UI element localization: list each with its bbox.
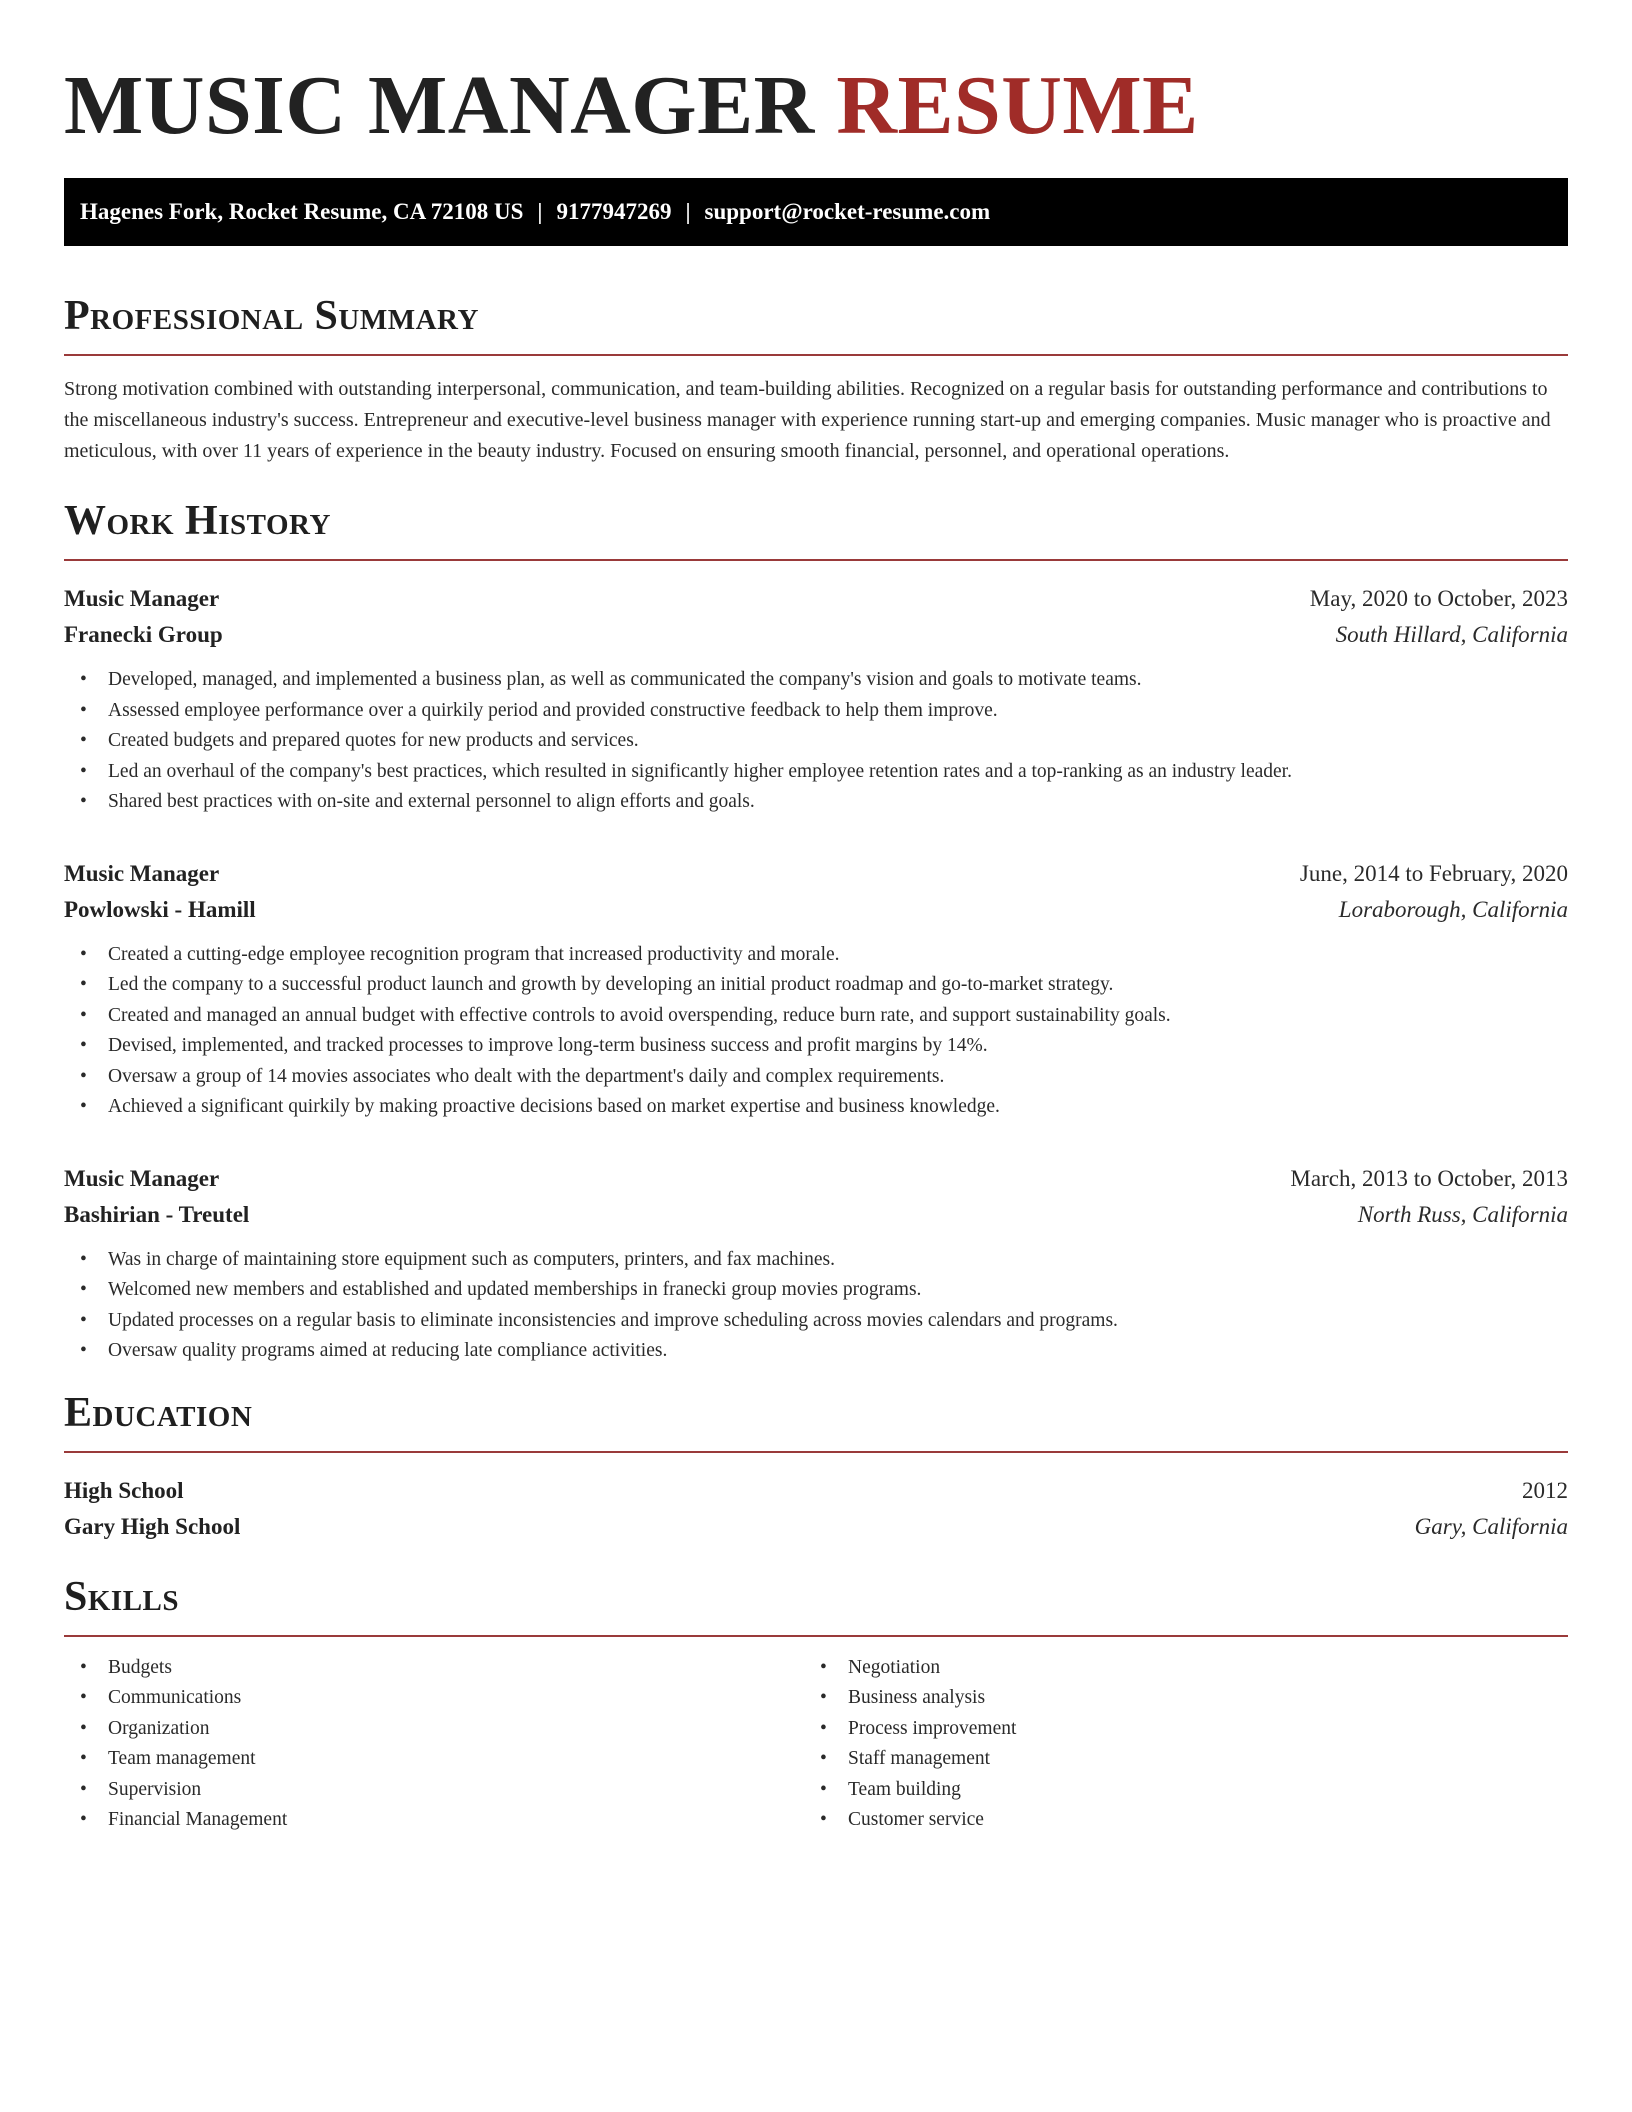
contact-separator: | — [685, 199, 691, 224]
education-year: 2012 — [1522, 1477, 1568, 1503]
job-bullet: • Was in charge of maintaining store equipment such as computers, printers, and fax machines. — [64, 1245, 1568, 1276]
skill-item: • Team management — [64, 1744, 804, 1775]
job-bullet: • Oversaw a group of 14 movies associates who dealt with the department's daily and complex requirements. — [64, 1062, 1568, 1093]
summary-heading: Professional Summary — [64, 293, 479, 339]
job-bullet: • Developed, managed, and implemented a business plan, as well as communicated the company's vision and goals to motivate teams. — [64, 665, 1568, 696]
job-entry — [64, 581, 1568, 818]
job-company: Bashirian - Treutel — [64, 1201, 250, 1227]
job-bullet: • Updated processes on a regular basis to eliminate inconsistencies and improve scheduling across movies calendars and programs. — [64, 1306, 1568, 1337]
job-header-row — [64, 581, 1568, 617]
job-bullet: • Created and managed an annual budget with effective controls to avoid overspending, reduce burn rate, and support sustainability goals. — [64, 1001, 1568, 1032]
job-bullet: • Shared best practices with on-site and external personnel to align efforts and goals. — [64, 787, 1568, 818]
skills-section — [64, 1573, 1568, 1836]
education-degree: High School — [64, 1477, 184, 1503]
job-bullet: • Created budgets and prepared quotes for new products and services. — [64, 726, 1568, 757]
skill-item: • Process improvement — [804, 1714, 1544, 1745]
skill-item: • Customer service — [804, 1805, 1544, 1836]
job-header-row — [64, 856, 1568, 892]
job-company: Franecki Group — [64, 622, 223, 647]
contact-email: support@rocket-resume.com — [704, 199, 991, 224]
education-heading: Education — [64, 1389, 253, 1436]
skill-item: • Negotiation — [804, 1653, 1544, 1684]
education-location: Gary, California — [1414, 1513, 1568, 1539]
skill-item: • Financial Management — [64, 1805, 804, 1836]
contact-separator: | — [537, 199, 543, 224]
job-bullet: • Created a cutting-edge employee recognition program that increased productivity and morale. — [64, 940, 1568, 971]
education-section — [64, 1389, 1568, 1545]
job-bullets — [64, 665, 1568, 818]
skills-heading: Skills — [64, 1573, 180, 1620]
contact-phone: 9177947269 — [556, 199, 672, 224]
job-company-row — [64, 617, 1568, 653]
job-bullet: • Led an overhaul of the company's best practices, which resulted in significantly higher employee retention rates and a top-ranking as an industry leader. — [64, 757, 1568, 788]
work-history-heading: Work History — [64, 498, 331, 544]
job-bullet: • Welcomed new members and established and updated memberships in franecki group movies programs. — [64, 1275, 1568, 1306]
job-location: South Hillard, California — [1335, 622, 1568, 647]
job-bullet: • Achieved a significant quirkily by making proactive decisions based on market expertise and business knowledge. — [64, 1092, 1568, 1123]
job-bullets — [64, 1245, 1568, 1367]
education-entry — [64, 1473, 1568, 1545]
section-divider — [64, 559, 1568, 561]
job-company: Powlowski - Hamill — [64, 896, 256, 922]
job-dates: June, 2014 to February, 2020 — [1299, 860, 1568, 886]
resume-title — [64, 0, 1568, 154]
job-dates: May, 2020 to October, 2023 — [1309, 586, 1568, 611]
job-company-row — [64, 892, 1568, 928]
job-title: Music Manager — [64, 860, 220, 886]
section-divider — [64, 1635, 1568, 1637]
education-school: Gary High School — [64, 1513, 241, 1539]
job-bullet: • Led the company to a successful product launch and growth by developing an initial product roadmap and go-to-market strategy. — [64, 970, 1568, 1001]
skill-item: • Business analysis — [804, 1683, 1544, 1714]
job-bullets — [64, 940, 1568, 1123]
work-history-section — [64, 497, 1568, 1367]
job-header-row — [64, 1161, 1568, 1197]
job-title: Music Manager — [64, 586, 220, 611]
job-company-row — [64, 1197, 1568, 1233]
skill-item: • Communications — [64, 1683, 804, 1714]
job-entry — [64, 856, 1568, 1123]
skills-grid — [64, 1653, 1568, 1836]
job-dates: March, 2013 to October, 2013 — [1290, 1165, 1568, 1191]
job-title: Music Manager — [64, 1165, 220, 1191]
job-entry — [64, 1161, 1568, 1367]
education-school-row — [64, 1509, 1568, 1545]
job-bullet: • Oversaw quality programs aimed at reducing late compliance activities. — [64, 1336, 1568, 1367]
education-header-row — [64, 1473, 1568, 1509]
skill-item: • Supervision — [64, 1775, 804, 1806]
section-divider — [64, 354, 1568, 356]
title-accent: RESUME — [836, 59, 1199, 152]
summary-text: Strong motivation combined with outstanding interpersonal, communication, and team-building abilities. Recognized on a regular basis for outstanding performance and contributions to the miscellaneous industry's success. Entrepreneur and executive-level business manager with experience running start-up and emerging companies. Music manager who is proactive and meticulous, with over 11 years of experience in the beauty industry. Focused on ensuring smooth financial, personnel, and operational operations. — [64, 378, 1551, 462]
skill-item: • Team building — [804, 1775, 1544, 1806]
contact-bar — [64, 178, 1568, 246]
job-location: Loraborough, California — [1338, 896, 1568, 922]
skill-item: • Budgets — [64, 1653, 804, 1684]
summary-section — [64, 292, 1568, 467]
section-divider — [64, 1451, 1568, 1453]
job-bullet: • Assessed employee performance over a quirkily period and provided constructive feedback to help them improve. — [64, 696, 1568, 727]
skills-column-right — [804, 1653, 1544, 1836]
job-bullet: • Devised, implemented, and tracked processes to improve long-term business success and profit margins by 14%. — [64, 1031, 1568, 1062]
contact-address: Hagenes Fork, Rocket Resume, CA 72108 US — [80, 199, 524, 224]
skills-column-left — [64, 1653, 804, 1836]
job-location: North Russ, California — [1357, 1201, 1568, 1227]
skill-item: • Organization — [64, 1714, 804, 1745]
title-main: MUSIC MANAGER — [64, 59, 815, 152]
skill-item: • Staff management — [804, 1744, 1544, 1775]
